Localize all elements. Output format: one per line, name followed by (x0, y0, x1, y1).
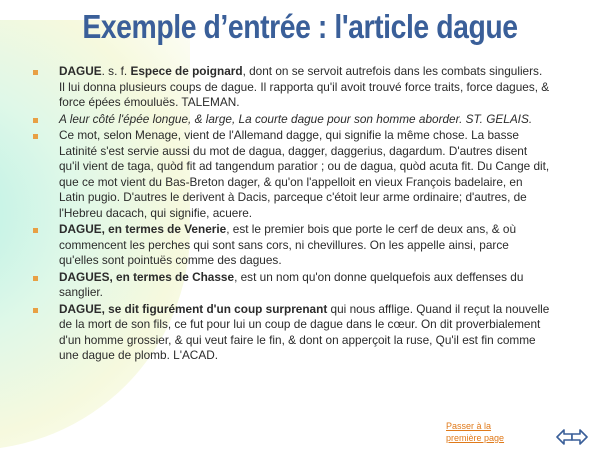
list-item (30, 128, 550, 221)
entry-text: qui nous afflige. Quand il reçut la nouvelle de la mort de son fils, ce fut pour lui un coup de dague dans le cœur. On dit proverbialement d'un homme grossier, & qui veut faire le fin, & dont on apperçoit la ruse, Qu'il est fin comme une dague de plomb. L'ACAD. (59, 301, 550, 362)
bullet-icon (33, 118, 38, 123)
entry-text: , est le premier bois que porte le cerf de deux ans, & où commencent les perches qui sont sans cors, ni chevillures. On les appelle ainsi, parce qu'elles sont pointuës comme des dagues. (59, 222, 517, 267)
first-page-link[interactable] (446, 420, 504, 444)
link-line-2: première page (446, 433, 505, 443)
citation-text: A leur côté l'épée longue, & large, La courte dague pour son homme aborder. ST. GELAIS. (59, 111, 533, 126)
article-content (30, 64, 550, 365)
entry-text: , est un nom qu'on donne quelquefois aux deffenses du sanglier. (59, 269, 524, 299)
page-title: Exemple d’entrée : l'article dague (82, 8, 518, 45)
list-item (30, 302, 550, 364)
list-item (30, 64, 550, 111)
entry-text: . s. f. (101, 64, 131, 78)
bullet-icon (33, 276, 38, 281)
arrow-left-icon (557, 430, 572, 444)
definition-bold: Espece de poignard (130, 64, 243, 78)
entry-text: , dont on se servoit autrefois dans les combats singuliers. Il lui donna plusieurs coups de dague. Il rapporta qu'il avoit trouvé force traits, force dagues, & force épées émouluës. TALEMAN. (59, 64, 550, 109)
list-item (30, 222, 550, 269)
list-item (30, 270, 550, 301)
headword: DAGUES, en termes de Chasse (59, 269, 235, 284)
list-item (30, 112, 550, 128)
bullet-icon (33, 70, 38, 75)
link-line-1: Passer à la (446, 421, 492, 431)
headword: DAGUE (59, 64, 102, 78)
arrow-right-icon (572, 430, 587, 444)
bullet-icon (33, 134, 38, 139)
headword: DAGUE, se dit figurément d'un coup surprenant (59, 301, 328, 316)
prev-next-arrows-icon[interactable] (556, 428, 588, 446)
bullet-icon (33, 308, 38, 313)
headword: DAGUE, en termes de Venerie (59, 222, 227, 236)
bullet-icon (33, 228, 38, 233)
etymology-text: Ce mot, selon Menage, vient de l'Allemand dagge, qui signifie la même chose. La basse Latinité s'est servie aussi du mot de dagua, dagger, daggerius, dagardum. D'autres disent qu'il vient de taga, quòd fit ad tangendum paratior ; ou de dagua, quòd acuta fit. Du Cange dit, que ce mot vient du Bas-Breton dager, & qu'on l'appelloit en vieux François badelaire, en Latin pugio. D'autres le derivent à Dacis, parceque c'étoit leur arme ordinaire; d'autres, de l'Hebreu dacach, qui signifie, acuere. (59, 128, 550, 220)
